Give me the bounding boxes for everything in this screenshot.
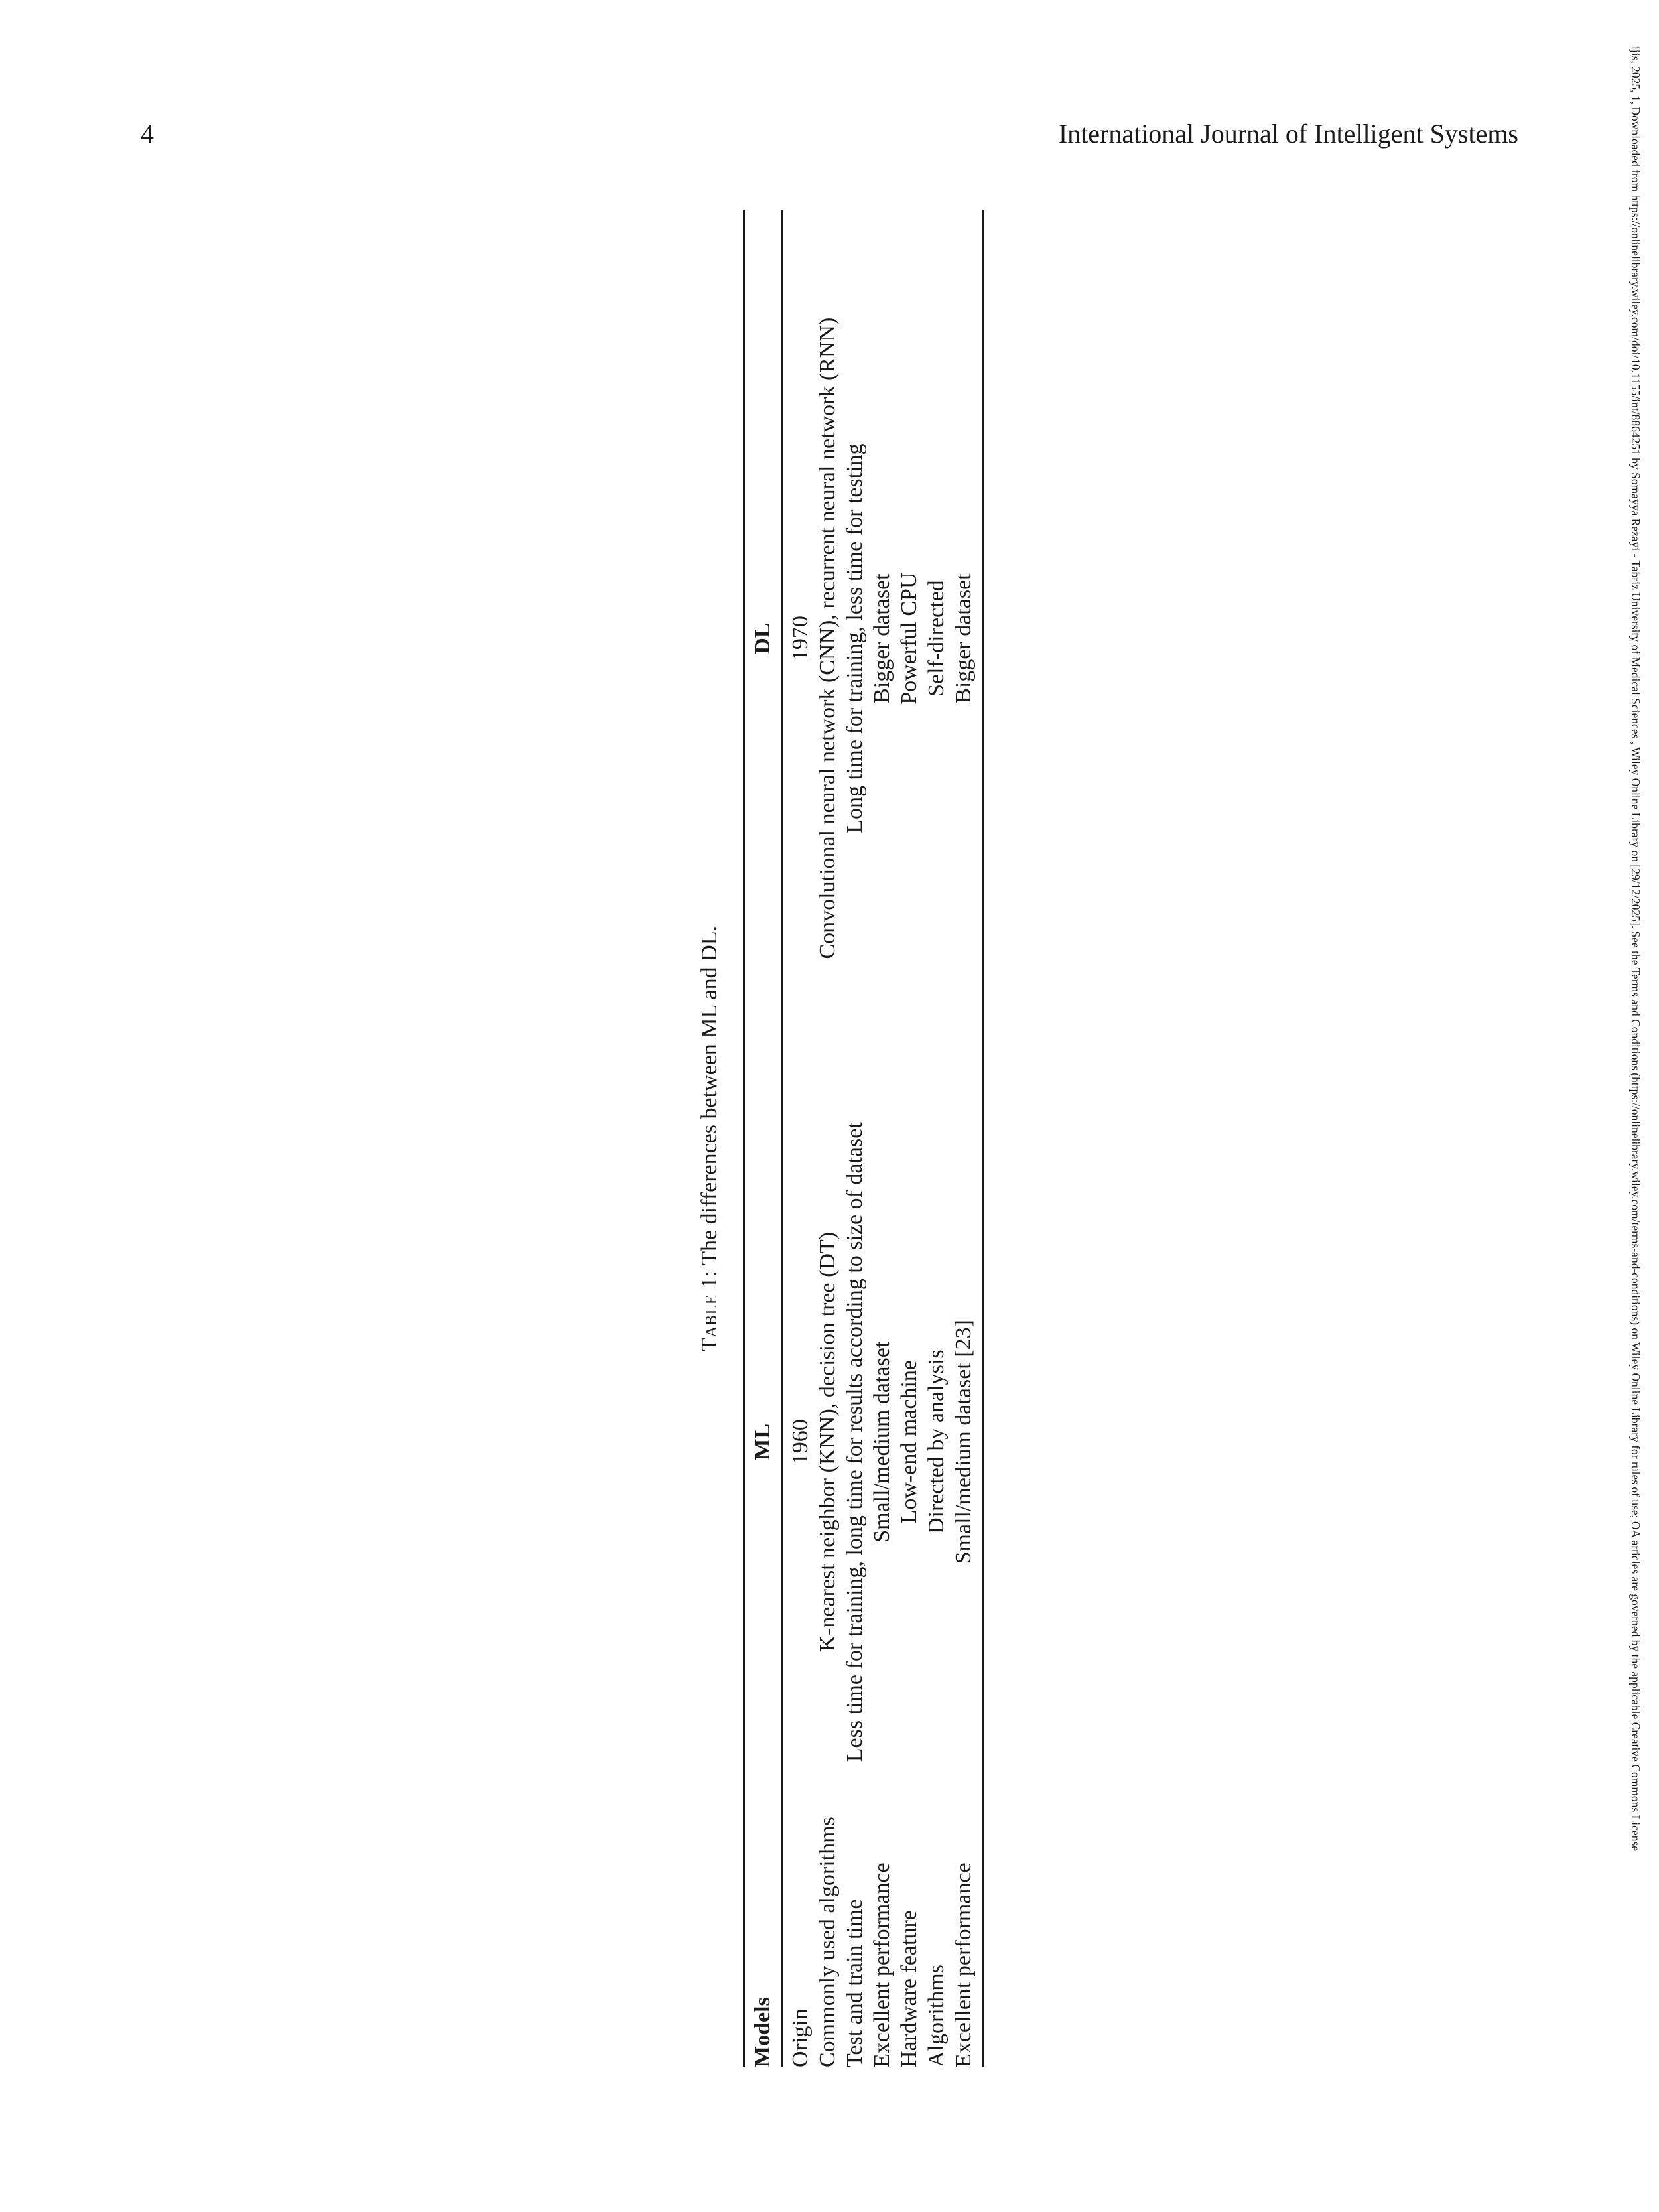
- header-models: Models: [750, 1997, 775, 2067]
- table-header-row: [744, 210, 783, 2067]
- table-row: [896, 210, 923, 2067]
- table-caption-label: Table 1:: [697, 1270, 722, 1351]
- download-side-note: ijis, 2025, 1, Downloaded from https://onlinelibrary.wiley.com/doi/10.1155/int/8864251 by Somayya Rezayi - Tabriz University of Medical Sciences , Wiley Online Library on [29/12/2025]. See the Terms and Conditions (https://onlinelibrary.wiley.com/terms-and-conditions) on Wiley Online Library for rules of use; OA articles are governed by the applicable Creative Commons License: [1629, 46, 1642, 1852]
- cell-dl: Convolutional neural network (CNN), recurrent neural network (RNN): [815, 317, 840, 959]
- cell-model: Origin: [788, 2008, 813, 2067]
- journal-title: International Journal of Intelligent Systems: [1058, 119, 1518, 149]
- table-row: [950, 210, 984, 2067]
- cell-ml: Small/medium dataset [23]: [951, 1320, 976, 1564]
- cell-dl: Self-directed: [924, 580, 949, 697]
- cell-model: Algorithms: [924, 1965, 949, 2067]
- table-row: [923, 210, 950, 2067]
- table-caption-text: The differences between ML and DL.: [697, 926, 722, 1265]
- cell-model: Excellent performance: [951, 1862, 976, 2067]
- header-ml: ML: [750, 1423, 775, 1460]
- table-row: [814, 210, 841, 2067]
- cell-ml: 1960: [788, 1419, 813, 1465]
- table-row: [868, 210, 896, 2067]
- cell-model: Excellent performance: [870, 1862, 894, 2067]
- table-row: [782, 210, 814, 2067]
- rotated-table-block: [697, 210, 975, 2067]
- cell-dl: Powerful CPU: [897, 572, 921, 705]
- cell-ml: Small/medium dataset: [870, 1341, 894, 1543]
- cell-ml: K-nearest neighbor (KNN), decision tree (DT): [815, 1231, 840, 1652]
- header-dl: DL: [750, 622, 775, 654]
- cell-model: Hardware feature: [897, 1910, 921, 2067]
- cell-dl: Bigger dataset: [951, 573, 976, 703]
- cell-ml: Low-end machine: [897, 1360, 921, 1524]
- cell-ml: Less time for training, long time for results according to size of dataset: [842, 1122, 867, 1762]
- comparison-table: [743, 210, 984, 2067]
- page-number: 4: [141, 119, 154, 149]
- cell-model: Test and train time: [842, 1899, 867, 2067]
- table-caption: [697, 210, 723, 2067]
- cell-ml: Directed by analysis: [924, 1349, 949, 1535]
- table-row: [841, 210, 868, 2067]
- cell-model: Commonly used algorithms: [815, 1817, 840, 2067]
- cell-dl: Bigger dataset: [870, 573, 894, 703]
- cell-dl: 1970: [788, 616, 813, 661]
- cell-dl: Long time for training, less time for testing: [842, 443, 867, 833]
